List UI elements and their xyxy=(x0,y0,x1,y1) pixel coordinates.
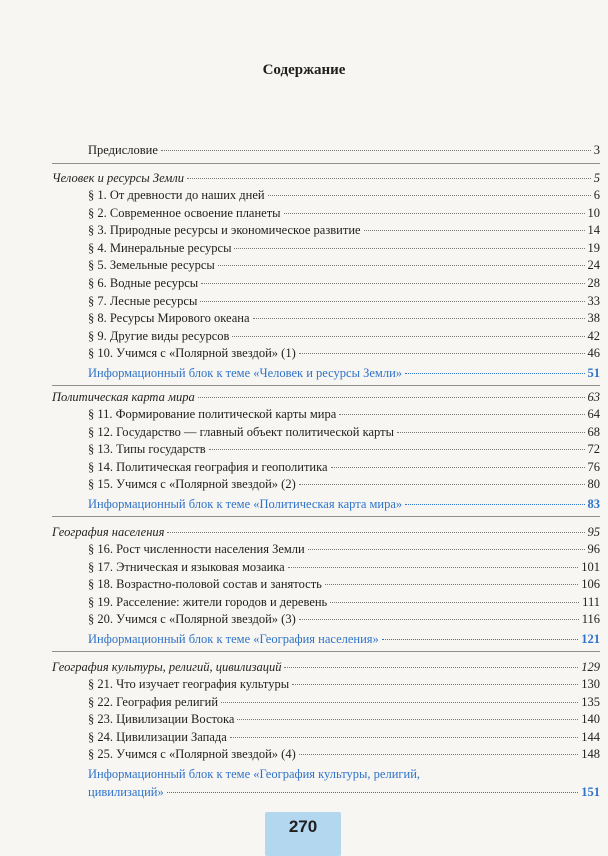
section-divider xyxy=(52,516,600,517)
dot-leader xyxy=(299,754,579,755)
toc-section-heading-page: 129 xyxy=(581,660,600,674)
dot-leader xyxy=(397,432,585,433)
section-divider xyxy=(52,163,600,164)
toc-entry-label: § 23. Цивилизации Востока xyxy=(88,712,235,727)
toc-entry xyxy=(88,205,600,221)
dot-leader xyxy=(330,602,579,603)
dot-leader xyxy=(200,301,584,302)
dot-leader xyxy=(218,265,585,266)
toc-entry xyxy=(88,257,600,273)
toc-entry-page: 14 xyxy=(587,223,600,238)
toc-entry-label: § 1. От древности до наших дней xyxy=(88,188,265,202)
toc-entry-label: § 18. Возрастно-половой состав и занятость xyxy=(88,577,322,592)
dot-leader xyxy=(325,584,578,585)
toc-entry-label: § 2. Современное освоение планеты xyxy=(88,205,281,220)
toc-entry-page: 144 xyxy=(581,729,600,744)
page-number: 270 xyxy=(265,812,341,856)
dot-leader xyxy=(284,213,585,214)
toc-entry xyxy=(88,729,600,745)
toc-entry-page: 19 xyxy=(587,240,600,255)
toc-entry-page: 68 xyxy=(587,424,600,439)
toc-entry-label: § 5. Земельные ресурсы xyxy=(88,258,215,273)
toc-entry-page: 33 xyxy=(587,293,600,308)
toc-entry-page: 42 xyxy=(587,328,600,343)
dot-leader xyxy=(237,719,578,720)
toc-entry-page: 96 xyxy=(587,542,600,556)
toc-entry-page: 24 xyxy=(587,258,600,273)
section-divider xyxy=(52,385,600,386)
toc-entry-label: § 9. Другие виды ресурсов xyxy=(88,328,230,343)
toc-info-block-line2 xyxy=(88,784,600,800)
toc-entry-label: § 25. Учимся с «Полярной звездой» (4) xyxy=(88,747,296,762)
toc-entry-page: 140 xyxy=(581,712,600,727)
toc-entry xyxy=(88,576,600,592)
toc-info-block-label: Информационный блок к теме «Человек и ресурсы Земли» xyxy=(88,366,403,380)
toc-entry-label: § 16. Рост численности населения Земли xyxy=(88,542,305,556)
toc-section-heading-label: Политическая карта мира xyxy=(52,390,195,404)
toc-entry-label: § 17. Этническая и языковая мозаика xyxy=(88,559,285,574)
dot-leader xyxy=(288,567,579,568)
toc-info-block-line2-page: 151 xyxy=(581,785,600,799)
toc-section-heading xyxy=(52,524,600,540)
page-title: Содержание xyxy=(262,62,346,78)
toc-info-block-label: Информационный блок к теме «Политическая карта мира» xyxy=(88,497,403,511)
toc-entry-page: 38 xyxy=(587,311,600,326)
toc-info-block xyxy=(88,365,600,381)
toc-info-block-label: Информационный блок к теме «География населения» xyxy=(88,632,379,646)
toc-preface xyxy=(88,142,600,158)
dot-leader xyxy=(167,792,579,793)
dot-leader xyxy=(253,318,585,319)
toc-entry xyxy=(88,459,600,475)
toc-section-heading-label: Человек и ресурсы Земли xyxy=(52,171,184,185)
toc-entry xyxy=(88,476,600,492)
dot-leader xyxy=(167,532,584,533)
toc-section-heading-label: География населения xyxy=(52,525,165,539)
toc-entry-page: 135 xyxy=(581,694,600,709)
section-divider xyxy=(52,651,600,652)
toc-info-block xyxy=(88,631,600,647)
toc-section-heading xyxy=(52,170,600,186)
toc-entry-label: § 3. Природные ресурсы и экономическое развитие xyxy=(88,223,361,238)
toc-entry xyxy=(88,611,600,627)
dot-leader xyxy=(308,549,585,550)
toc-entry-page: 80 xyxy=(587,477,600,492)
toc-entry xyxy=(88,275,600,291)
toc-entry xyxy=(88,694,600,710)
toc-entry-label: § 14. Политическая география и геополитика xyxy=(88,459,328,474)
dot-leader xyxy=(232,336,584,337)
toc-entry-label: § 8. Ресурсы Мирового океана xyxy=(88,311,250,326)
toc-info-block xyxy=(88,496,600,512)
dot-leader xyxy=(405,504,584,505)
toc-entry-label: § 22. География религий xyxy=(88,694,219,709)
toc-section-heading xyxy=(52,659,600,675)
dot-leader xyxy=(331,467,585,468)
toc-entry xyxy=(88,676,600,692)
toc-entry xyxy=(88,293,600,309)
toc-entry-label: § 21. Что изучает география культуры xyxy=(88,677,290,691)
dot-leader xyxy=(234,248,584,249)
toc-info-block-page: 121 xyxy=(581,632,600,646)
dot-leader xyxy=(161,150,591,151)
toc-section-heading-page: 5 xyxy=(593,171,600,185)
dot-leader xyxy=(230,737,578,738)
dot-leader xyxy=(201,283,584,284)
toc-entry xyxy=(88,441,600,457)
toc-entry-label: § 12. Государство — главный объект политической карты xyxy=(88,424,394,439)
dot-leader xyxy=(198,397,585,398)
dot-leader xyxy=(382,639,578,640)
toc-section-heading xyxy=(52,389,600,405)
toc-entry-label: § 4. Минеральные ресурсы xyxy=(88,240,232,255)
toc-entry-page: 64 xyxy=(587,407,600,421)
toc-entry-page: 111 xyxy=(582,594,600,609)
toc-entry-page: 116 xyxy=(581,612,600,627)
toc-info-block-line1: Информационный блок к теме «География культуры, религий, xyxy=(88,767,421,781)
toc-info-block-page: 51 xyxy=(587,366,600,380)
dot-leader xyxy=(339,414,584,415)
toc-entry-page: 46 xyxy=(587,346,600,361)
toc-entry-label: § 15. Учимся с «Полярной звездой» (2) xyxy=(88,477,296,492)
toc-entry-label: § 24. Цивилизации Запада xyxy=(88,729,227,744)
dot-leader xyxy=(299,353,585,354)
toc-entry xyxy=(88,559,600,575)
dot-leader xyxy=(284,667,578,668)
toc-entry xyxy=(88,310,600,326)
toc-entry-page: 148 xyxy=(581,747,600,762)
toc-entry xyxy=(88,187,600,203)
toc-entry xyxy=(88,328,600,344)
dot-leader xyxy=(299,619,579,620)
toc-preface-page: 3 xyxy=(593,143,600,157)
toc-entry-label: § 19. Расселение: жители городов и деревень xyxy=(88,594,328,609)
toc-section-heading-page: 95 xyxy=(587,525,600,539)
dot-leader xyxy=(299,484,585,485)
toc-entry xyxy=(88,711,600,727)
toc-entry-page: 76 xyxy=(587,459,600,474)
toc-entry-label: § 6. Водные ресурсы xyxy=(88,276,199,290)
toc-entry-page: 28 xyxy=(587,276,600,290)
toc-entry xyxy=(88,345,600,361)
dot-leader xyxy=(187,178,591,179)
dot-leader xyxy=(405,373,584,374)
dot-leader xyxy=(209,449,585,450)
dot-leader xyxy=(292,684,578,685)
toc-section-heading-label: География культуры, религий, цивилизаций xyxy=(52,660,282,674)
toc-entry xyxy=(88,746,600,762)
toc-entry xyxy=(88,424,600,440)
toc-entry-page: 6 xyxy=(593,188,600,202)
dot-leader xyxy=(268,195,591,196)
toc-section-heading-page: 63 xyxy=(587,390,600,404)
toc-entry-label: § 10. Учимся с «Полярной звездой» (1) xyxy=(88,346,296,361)
dot-leader xyxy=(221,702,578,703)
toc-entry-page: 10 xyxy=(587,205,600,220)
toc-entry-label: § 11. Формирование политической карты мира xyxy=(88,407,337,421)
toc-entry-page: 101 xyxy=(581,559,600,574)
toc-entry-page: 72 xyxy=(587,442,600,457)
toc-entry xyxy=(88,541,600,557)
dot-leader xyxy=(364,230,585,231)
toc-entry-page: 106 xyxy=(581,577,600,592)
toc-entry-page: 130 xyxy=(581,677,600,691)
toc-info-block-line2-label: цивилизаций» xyxy=(88,785,164,799)
toc-entry xyxy=(88,222,600,238)
toc-entry xyxy=(88,406,600,422)
toc-entry-label: § 20. Учимся с «Полярной звездой» (3) xyxy=(88,612,296,627)
toc-info-block-page: 83 xyxy=(587,497,600,511)
toc-entry xyxy=(88,594,600,610)
toc-entry xyxy=(88,240,600,256)
toc-preface-label: Предисловие xyxy=(88,143,158,157)
toc-entry-label: § 7. Лесные ресурсы xyxy=(88,293,198,308)
toc-entry-label: § 13. Типы государств xyxy=(88,442,206,457)
